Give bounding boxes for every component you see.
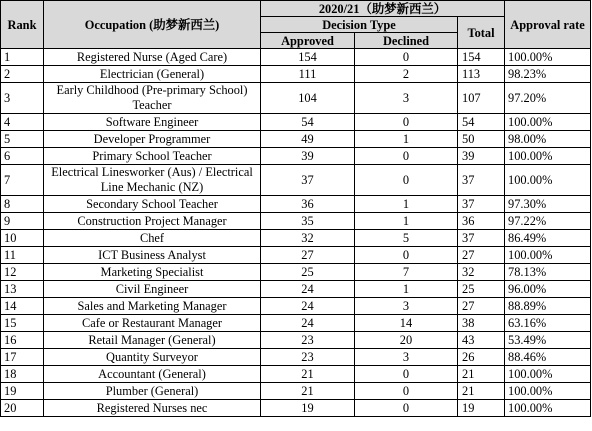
occupation-cell: Developer Programmer	[44, 131, 261, 148]
occupation-cell: Electrician (General)	[44, 66, 261, 83]
rank-cell: 14	[1, 298, 44, 315]
rank-cell: 17	[1, 349, 44, 366]
table-row	[1, 230, 591, 247]
total-cell: 38	[458, 315, 505, 332]
table-row	[1, 332, 591, 349]
approval-rate-cell: 63.16%	[505, 315, 591, 332]
approval-rate-cell: 100.00%	[505, 383, 591, 400]
approved-cell: 54	[261, 114, 355, 131]
approved-cell: 24	[261, 315, 355, 332]
occupation-cell: Primary School Teacher	[44, 148, 261, 165]
rank-cell: 2	[1, 66, 44, 83]
approval-rate-cell: 100.00%	[505, 148, 591, 165]
declined-cell: 7	[355, 264, 458, 281]
table-row	[1, 281, 591, 298]
table-row	[1, 383, 591, 400]
approval-rate-cell: 88.46%	[505, 349, 591, 366]
table-row	[1, 349, 591, 366]
table-header	[1, 1, 591, 49]
occupation-cell: Construction Project Manager	[44, 213, 261, 230]
rank-cell: 1	[1, 49, 44, 66]
declined-cell: 2	[355, 66, 458, 83]
declined-cell: 1	[355, 196, 458, 213]
table-row	[1, 400, 591, 417]
table-row	[1, 49, 591, 66]
total-cell: 25	[458, 281, 505, 298]
declined-cell: 14	[355, 315, 458, 332]
occupation-cell: ICT Business Analyst	[44, 247, 261, 264]
table-body	[1, 49, 591, 417]
rank-cell: 8	[1, 196, 44, 213]
declined-cell: 3	[355, 349, 458, 366]
rank-cell: 20	[1, 400, 44, 417]
approved-cell: 24	[261, 298, 355, 315]
approved-cell: 49	[261, 131, 355, 148]
approval-rate-cell: 98.00%	[505, 131, 591, 148]
approved-cell: 36	[261, 196, 355, 213]
approved-cell: 19	[261, 400, 355, 417]
occupation-cell: Software Engineer	[44, 114, 261, 131]
declined-cell: 5	[355, 230, 458, 247]
approved-cell: 21	[261, 366, 355, 383]
total-cell: 54	[458, 114, 505, 131]
total-header: Total	[458, 17, 505, 49]
occupation-cell: Marketing Specialist	[44, 264, 261, 281]
rank-header: Rank	[1, 1, 44, 49]
approval-rate-cell: 53.49%	[505, 332, 591, 349]
approved-cell: 25	[261, 264, 355, 281]
approval-rate-cell: 100.00%	[505, 400, 591, 417]
approved-cell: 32	[261, 230, 355, 247]
declined-cell: 0	[355, 148, 458, 165]
occupation-cell: Accountant (General)	[44, 366, 261, 383]
total-cell: 21	[458, 366, 505, 383]
occupation-cell: Early Childhood (Pre-primary School) Teacher	[44, 83, 261, 114]
declined-cell: 0	[355, 165, 458, 196]
approval-rate-cell: 100.00%	[505, 49, 591, 66]
table-row	[1, 264, 591, 281]
approval-rate-cell: 88.89%	[505, 298, 591, 315]
rank-cell: 10	[1, 230, 44, 247]
rank-cell: 7	[1, 165, 44, 196]
approval-rate-cell: 97.22%	[505, 213, 591, 230]
rank-cell: 6	[1, 148, 44, 165]
approval-rate-cell: 100.00%	[505, 165, 591, 196]
approved-cell: 24	[261, 281, 355, 298]
approval-rate-cell: 86.49%	[505, 230, 591, 247]
table-row	[1, 165, 591, 196]
approved-cell: 35	[261, 213, 355, 230]
declined-cell: 0	[355, 247, 458, 264]
occupation-header: Occupation (助梦新西兰)	[44, 1, 261, 49]
table-row	[1, 196, 591, 213]
rank-cell: 9	[1, 213, 44, 230]
table-row	[1, 114, 591, 131]
occupation-cell: Registered Nurse (Aged Care)	[44, 49, 261, 66]
table-row	[1, 83, 591, 114]
total-cell: 37	[458, 230, 505, 247]
year-header: 2020/21（助梦新西兰）	[261, 1, 505, 17]
occupation-cell: Quantity Surveyor	[44, 349, 261, 366]
occupation-cell: Plumber (General)	[44, 383, 261, 400]
approved-cell: 104	[261, 83, 355, 114]
declined-cell: 3	[355, 298, 458, 315]
total-cell: 27	[458, 298, 505, 315]
total-cell: 154	[458, 49, 505, 66]
declined-cell: 20	[355, 332, 458, 349]
total-cell: 113	[458, 66, 505, 83]
approval-rate-cell: 97.30%	[505, 196, 591, 213]
occupation-cell: Retail Manager (General)	[44, 332, 261, 349]
total-cell: 26	[458, 349, 505, 366]
table-row	[1, 247, 591, 264]
table-row	[1, 148, 591, 165]
total-cell: 21	[458, 383, 505, 400]
approval-rate-cell: 98.23%	[505, 66, 591, 83]
total-cell: 27	[458, 247, 505, 264]
table-row	[1, 66, 591, 83]
rank-cell: 11	[1, 247, 44, 264]
occupation-cell: Chef	[44, 230, 261, 247]
approval-rate-cell: 100.00%	[505, 114, 591, 131]
total-cell: 37	[458, 165, 505, 196]
declined-cell: 0	[355, 114, 458, 131]
approval-rate-cell: 96.00%	[505, 281, 591, 298]
rank-cell: 3	[1, 83, 44, 114]
occupation-cell: Civil Engineer	[44, 281, 261, 298]
rank-cell: 19	[1, 383, 44, 400]
total-cell: 43	[458, 332, 505, 349]
occupation-cell: Electrical Linesworker (Aus) / Electrical Line Mechanic (NZ)	[44, 165, 261, 196]
table-row	[1, 213, 591, 230]
approval-rate-cell: 78.13%	[505, 264, 591, 281]
approval-rate-cell: 100.00%	[505, 366, 591, 383]
declined-cell: 0	[355, 366, 458, 383]
rank-cell: 16	[1, 332, 44, 349]
total-cell: 36	[458, 213, 505, 230]
rank-cell: 18	[1, 366, 44, 383]
rank-cell: 12	[1, 264, 44, 281]
occupation-cell: Secondary School Teacher	[44, 196, 261, 213]
approved-cell: 37	[261, 165, 355, 196]
approved-cell: 39	[261, 148, 355, 165]
occupation-cell: Registered Nurses nec	[44, 400, 261, 417]
rank-cell: 5	[1, 131, 44, 148]
table-row	[1, 298, 591, 315]
rank-cell: 13	[1, 281, 44, 298]
total-cell: 37	[458, 196, 505, 213]
declined-cell: 1	[355, 213, 458, 230]
occupation-cell: Cafe or Restaurant Manager	[44, 315, 261, 332]
rank-cell: 4	[1, 114, 44, 131]
declined-cell: 3	[355, 83, 458, 114]
declined-cell: 0	[355, 49, 458, 66]
total-cell: 32	[458, 264, 505, 281]
approved-cell: 21	[261, 383, 355, 400]
total-cell: 107	[458, 83, 505, 114]
occupation-cell: Sales and Marketing Manager	[44, 298, 261, 315]
table-row	[1, 131, 591, 148]
approval-rate-header: Approval rate	[505, 1, 591, 49]
declined-header: Declined	[355, 33, 458, 49]
approved-cell: 27	[261, 247, 355, 264]
table-row	[1, 366, 591, 383]
approved-cell: 154	[261, 49, 355, 66]
approved-cell: 23	[261, 332, 355, 349]
total-cell: 50	[458, 131, 505, 148]
declined-cell: 1	[355, 281, 458, 298]
decision-type-header: Decision Type	[261, 17, 458, 33]
rank-cell: 15	[1, 315, 44, 332]
approved-cell: 111	[261, 66, 355, 83]
declined-cell: 0	[355, 383, 458, 400]
declined-cell: 0	[355, 400, 458, 417]
approval-rate-cell: 97.20%	[505, 83, 591, 114]
declined-cell: 1	[355, 131, 458, 148]
table-row	[1, 315, 591, 332]
approved-cell: 23	[261, 349, 355, 366]
total-cell: 19	[458, 400, 505, 417]
approved-header: Approved	[261, 33, 355, 49]
approval-rate-cell: 100.00%	[505, 247, 591, 264]
total-cell: 39	[458, 148, 505, 165]
